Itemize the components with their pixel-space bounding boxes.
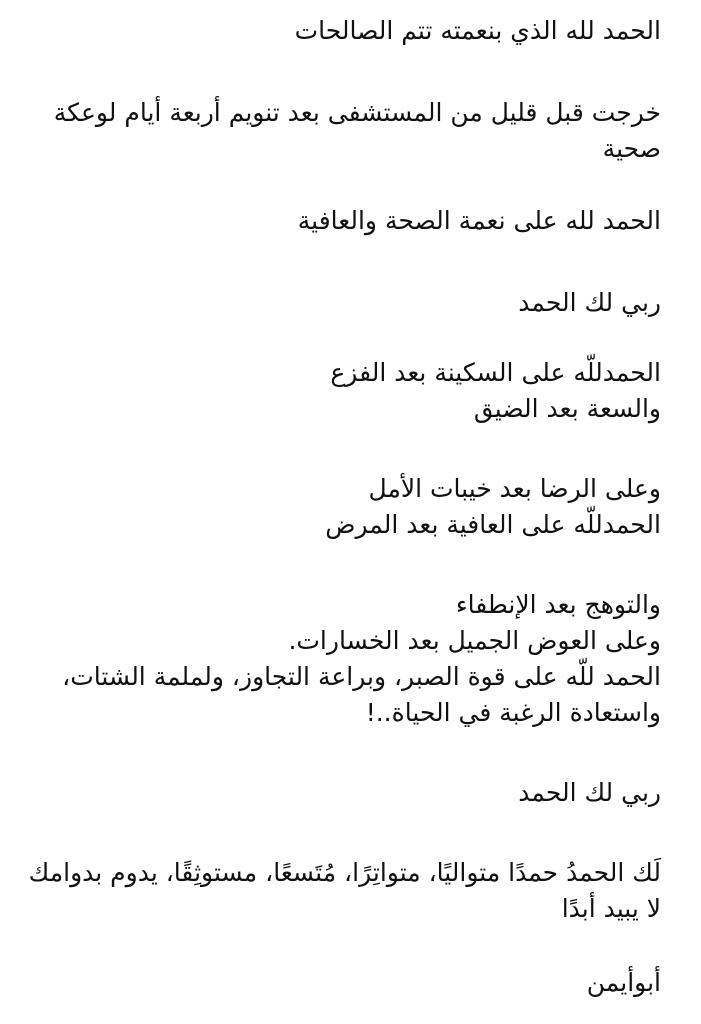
paragraph-line: لا يبيد أبدًا: [561, 894, 661, 923]
paragraph-line: خرجت قبل قليل من المستشفى بعد تنويم أربعة أيام لوعكة: [53, 98, 661, 127]
paragraph-line: واستعادة الرغبة في الحياة..!: [365, 698, 661, 727]
paragraph-line: الحمد لله على نعمة الصحة والعافية: [297, 206, 661, 235]
paragraph-line: صحية: [602, 134, 661, 163]
paragraph-line: لَك الحمدُ حمدًا متواليًا، متواتِرًا، مُتَسعًا، مستوثِقًا، يدوم بدوامك: [28, 858, 661, 887]
paragraph-line: وعلى العوض الجميل بعد الخسارات.: [288, 626, 661, 655]
paragraph-line: الحمدللّه على العافية بعد المرض: [325, 510, 661, 539]
paragraph-line: الحمد لله الذي بنعمته تتم الصالحات: [294, 16, 661, 45]
paragraph-line: الحمدللّه على السكينة بعد الفزع: [330, 358, 661, 387]
paragraph-line: الحمد للّه على قوة الصبر، وبراعة التجاوز، ولملمة الشتات،: [62, 662, 661, 691]
paragraph-line: وعلى الرضا بعد خيبات الأمل: [368, 474, 661, 503]
paragraph-line: ربي لك الحمد: [518, 288, 661, 317]
paragraph-line: ربي لك الحمد: [518, 778, 661, 807]
signature: أبوأيمن: [586, 968, 661, 997]
paragraph-line: والسعة بعد الضيق: [473, 394, 661, 423]
paragraph-line: والتوهج بعد الإنطفاء: [455, 590, 661, 619]
